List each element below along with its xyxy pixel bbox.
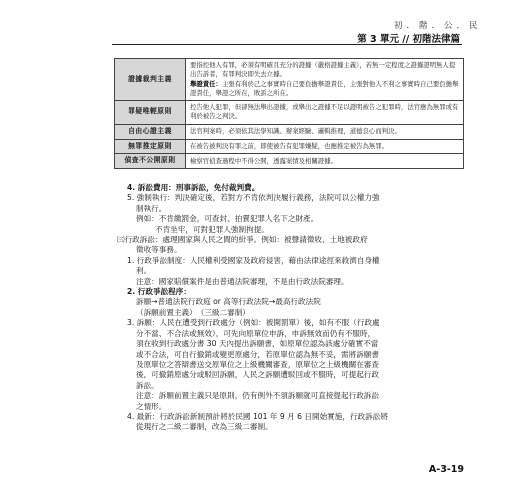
text-line: 4. 訴訟費用：刑事訴訟，免付裁判費。	[127, 183, 260, 192]
principle-name: 無罪推定原則	[115, 139, 186, 154]
text-line: 訴訟。	[136, 380, 159, 390]
text-line: 制執行。	[136, 203, 167, 213]
principle-desc: 在被告被判決有罪之前，即使被告有犯罪嫌疑，也應推定被告為無罪。	[186, 139, 464, 154]
principle-desc	[186, 59, 464, 101]
text-line: （訴願前置主義） （三級二審制）	[136, 307, 250, 317]
principle-desc: 檢察官偵查過程中不得公開，透露案情及相關證據。	[186, 154, 464, 169]
text-line: 訴願→普通法院行政庭 or 高等行政法院→最高行政法院	[136, 297, 321, 307]
table-row	[115, 59, 464, 101]
text-line: 分不當、不合法或無效），可先向原單位申訴，申訴無效而仍有不服時，	[136, 328, 376, 338]
principle-desc-text: 要指控他人有罪，必須有明確且充分的證據（嚴格證據主義），若無一定程度之證據證明無人提出告訴者，有罪判決即失去立據。	[190, 61, 456, 79]
text-line: 5. 強制執行：判決確定後，若對方不肯依判決履行義務，法院可以公權力強	[127, 193, 380, 203]
text-line: 注意：訴願前置主義只是原則，仍有例外不須訴願就可直接提起行政訴訟	[136, 391, 379, 401]
table-row	[115, 124, 464, 139]
text-line: 或不合法，可自行撤銷或變更原處分，若原單位認為無不妥，需將訴願書	[136, 349, 379, 359]
text-line: 4. 最新：行政訴訟新制預計將於民國 101 年 9 月 6 日開始實施，行政訴訟將	[127, 411, 388, 421]
principles-table	[114, 58, 464, 169]
principle-desc: 法官判案時，必須依其法學知識、辦案經驗、邏輯推理，道德良心而判決。	[186, 124, 464, 139]
table-row	[115, 154, 464, 169]
text-line: 1. 行政爭訟制度：人民權利受國家及政府侵害，藉由法律途徑來救濟自身權	[127, 255, 380, 265]
text-line: 注意：國家賠償案件是由普通法院審理，不是由行政法院審理。	[136, 276, 349, 286]
page-number: A-3-19	[428, 464, 464, 475]
principle-name: 偵查不公開原則	[115, 154, 186, 169]
text-line: 不肯坐牢，可對犯罪人強制拘提。	[155, 224, 269, 234]
text-line: 從現行之二級二審制，改為三級二審制。	[136, 422, 273, 432]
principle-desc-label: 舉證責任：	[190, 79, 222, 88]
text-line: 後，可撤銷原處分或駁回訴願，人民之訴願遭駁回或不服時，可提起行政	[136, 370, 379, 380]
table-row	[115, 139, 464, 154]
text-line: 之情形。	[136, 401, 167, 411]
series-header: 初．階．公．民	[394, 21, 482, 31]
text-line: 須在收到行政處分書 30 天內提出訴願書，如原單位認為該處分確實不當	[136, 339, 379, 349]
text-line: 及原單位之答辯書送交原單位之上級機關審查，原單位之上級機關在審查	[136, 359, 379, 369]
text-line: 徵收等事務。	[136, 245, 182, 255]
text-line: 利。	[136, 266, 152, 276]
principle-name: 罪疑唯輕原則	[115, 101, 186, 125]
principle-name: 自由心證主義	[115, 124, 186, 139]
text-line: 3. 訴願：人民在遭受到行政處分（例如：被開罰單）後，如有不服（行政處	[127, 318, 380, 328]
table-row	[115, 101, 464, 125]
unit-header: 第 3 單元 // 初階法律篇	[357, 34, 460, 45]
text-line: 例如：不肯繳罰金，可查封、拍賣犯罪人名下之財產。	[136, 214, 319, 224]
text-line: 2. 行政爭訟程序：	[127, 287, 191, 297]
text-line: ㈢行政訴訟：處理國家與人民之間的紛爭。例如：被聲請徵收、土地被政府	[117, 235, 368, 245]
principle-name: 證據裁判主義	[115, 59, 186, 101]
body-text	[117, 183, 472, 433]
principle-desc-text: 主張有利於己之事實時自己要負擔舉證責任，主張對他人不利之事實時自己要負擔舉證責任，舉證之所在，敗訴之所在。	[190, 79, 459, 97]
principle-desc: 控告他人犯罪，但卻無法舉出證據，或舉出之證據不足以證明被告之犯罪時，法官應為無罪或有利於被告之判決。	[186, 101, 464, 125]
header-rule	[112, 44, 462, 45]
